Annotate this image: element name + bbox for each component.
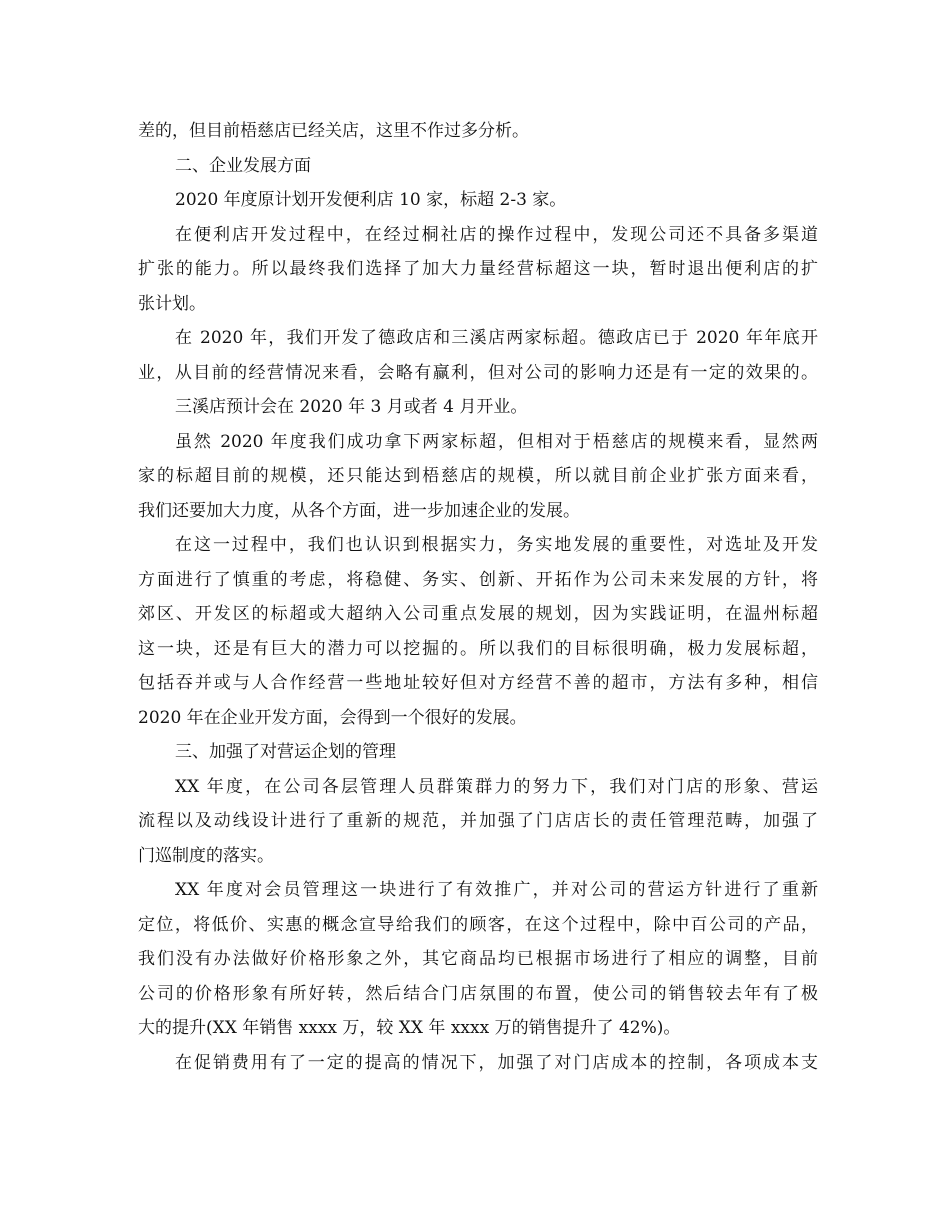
paragraph-line: 我们还要加大力度，从各个方面，进一步加速企业的发展。	[138, 500, 580, 521]
document-body	[138, 114, 818, 1080]
paragraph-line: 业，从目前的经营情况来看，会略有赢利，但对公司的影响力还是有一定的效果的。	[138, 362, 818, 383]
paragraph-line: 2020 年度原计划开发便利店 10 家，标超 2-3 家。	[175, 190, 567, 210]
paragraph-line: 在便利店开发过程中，在经过桐社店的操作过程中，发现公司还不具备多渠道	[175, 224, 818, 245]
paragraph-line: 张计划。	[138, 293, 206, 314]
paragraph-line: 流程以及动线设计进行了重新的规范，并加强了门店店长的责任管理范畴，加强了	[138, 811, 818, 831]
paragraph-line: 包括吞并或与人合作经营一些地址较好但对方经营不善的超市，方法有多种，相信	[138, 673, 818, 693]
paragraph-line: 我们没有办法做好价格形象之外，其它商品均已根据市场进行了相应的调整，目前	[138, 949, 818, 969]
paragraph-line: 三溪店预计会在 2020 年 3 月或者 4 月开业。	[175, 397, 528, 417]
paragraph-line: 门巡制度的落实。	[138, 845, 274, 866]
paragraph-line: 家的标超目前的规模，还只能达到梧慈店的规模，所以就目前企业扩张方面来看，	[138, 466, 818, 486]
paragraph-line: 在 2020 年，我们开发了德政店和三溪店两家标超。德政店已于 2020 年年底开	[175, 328, 818, 348]
paragraph-line: 差的，但目前梧慈店已经关店，这里不作过多分析。	[138, 121, 529, 141]
paragraph-line: 在这一过程中，我们也认识到根据实力，务实地发展的重要性，对选址及开发	[175, 535, 818, 555]
paragraph-line: 这一块，还是有巨大的潜力可以挖掘的。所以我们的目标很明确，极力发展标超，	[138, 638, 818, 659]
paragraph-line: XX 年度，在公司各层管理人员群策群力的努力下，我们对门店的形象、营运	[175, 776, 818, 797]
paragraph-line: 公司的价格形象有所好转，然后结合门店氛围的布置，使公司的销售较去年有了极	[138, 983, 818, 1004]
paragraph-line: 在促销费用有了一定的提高的情况下，加强了对门店成本的控制，各项成本支	[175, 1052, 818, 1073]
paragraph-line: 定位，将低价、实惠的概念宣导给我们的顾客，在这个过程中，除中百公司的产品，	[138, 914, 818, 935]
section-heading: 二、企业发展方面	[175, 155, 311, 176]
paragraph-line: 大的提升(XX 年销售 xxxx 万，较 XX 年 xxxx 万的销售提升了 42%)。	[138, 1018, 681, 1038]
paragraph-line: 2020 年在企业开发方面，会得到一个很好的发展。	[138, 707, 527, 728]
paragraph-line: 虽然 2020 年度我们成功拿下两家标超，但相对于梧慈店的规模来看，显然两	[175, 431, 818, 452]
paragraph-line: XX 年度对会员管理这一块进行了有效推广，并对公司的营运方针进行了重新	[175, 880, 818, 900]
section-heading: 三、加强了对营运企划的管理	[175, 742, 396, 762]
paragraph-line: 扩张的能力。所以最终我们选择了加大力量经营标超这一块，暂时退出便利店的扩	[138, 259, 818, 279]
paragraph-line: 郊区、开发区的标超或大超纳入公司重点发展的规划，因为实践证明，在温州标超	[138, 604, 818, 624]
paragraph-line: 方面进行了慎重的考虑，将稳健、务实、创新、开拓作为公司未来发展的方针，将	[138, 569, 818, 590]
